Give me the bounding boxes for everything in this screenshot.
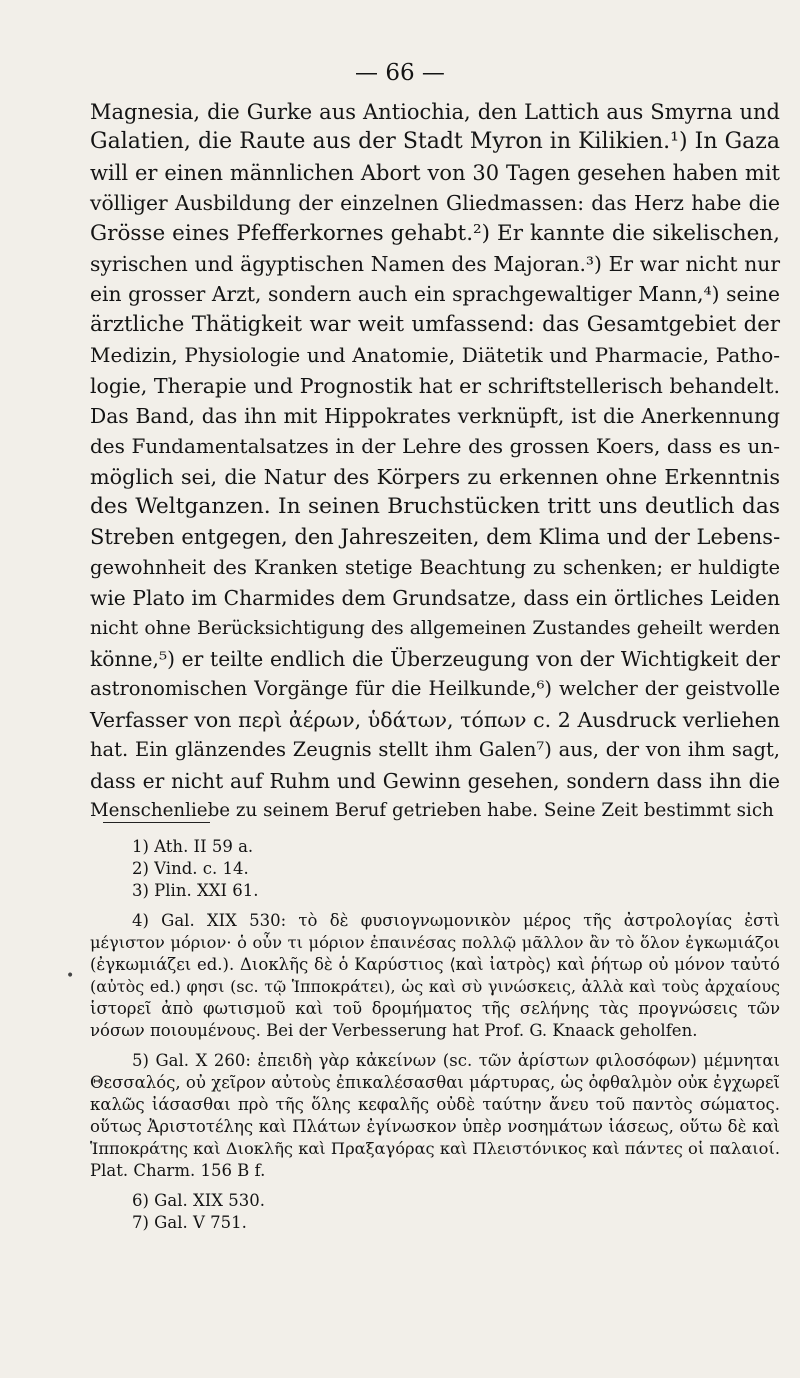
text-line: will er einen männlichen Abort von 30 Tagen gesehen haben mit xyxy=(90,160,780,185)
text-line: wie Plato im Charmides dem Grundsatze, dass ein örtliches Leiden xyxy=(90,586,780,611)
text-line: des Fundamentalsatzes in der Lehre des grossen Koers, dass es un- xyxy=(90,434,780,459)
text-line: Medizin, Physiologie und Anatomie, Diätetik und Pharmacie, Patho- xyxy=(90,343,780,368)
footnote-4-line: ἱστορεῖ ἀπὸ φωτισμοῦ καὶ τοῦ δρομήματος τῆς σελήνης τὰς προγνώσεις τῶν xyxy=(90,999,780,1018)
main-text xyxy=(90,97,780,826)
footnote-5-line: οὕτως Ἀριστοτέλης καὶ Πλάτων ἐγίνωσκον ὑπὲρ νοσημάτων ἰάσεως, οὕτω δὲ καὶ xyxy=(90,1117,780,1136)
footnote-5-line: καλῶς ἰάσασθαι πρὸ τῆς ὅλης κεφαλῆς οὐδὲ ταύτην ἄνευ τοῦ παντὸς σώματος. xyxy=(90,1095,780,1114)
text-line: astronomischen Vorgänge für die Heilkunde,⁶) welcher der geistvolle xyxy=(90,677,780,701)
text-line: des Weltganzen. In seinen Bruchstücken tritt uns deutlich das xyxy=(90,494,780,520)
footnote-4-line: (ἐγκωμιάζει ed.). Διοκλῆς δὲ ὁ Καρύστιος ⟨καὶ ἰατρὸς⟩ καὶ ῥήτωρ οὐ μόνον ταὐτό xyxy=(90,955,780,974)
footnote-4-line: μέγιστον μόριον· ὁ οὖν τι μόριον ἐπαινέσας πολλῷ μᾶλλον ἂν τὸ ὅλον ἐγκωμιάζοι xyxy=(90,933,780,952)
footnote-4-line: νόσων ποιουμένους. Bei der Verbesserung hat Prof. G. Knaack geholfen. xyxy=(90,1021,698,1040)
text-line: Verfasser von περὶ ἀέρων, ὑδάτων, τόπων c. 2 Ausdruck verliehen xyxy=(90,707,780,732)
footnote-6: 6) Gal. XIX 530. xyxy=(132,1191,265,1210)
footnote-4-line: (αὐτὸς ed.) φησι (sc. τῷ Ἱπποκράτει), ὡς καὶ σὺ γινώσκεις, ἀλλὰ καὶ τοὺς ἀρχαίους xyxy=(90,977,780,996)
text-line: hat. Ein glänzendes Zeugnis stellt ihm Galen⁷) aus, der von ihm sagt, xyxy=(90,738,780,762)
text-line: Galatien, die Raute aus der Stadt Myron in Kilikien.¹) In Gaza xyxy=(90,129,780,155)
text-line: Streben entgegen, den Jahreszeiten, dem Klima und der Lebens- xyxy=(90,525,781,550)
text-line: Magnesia, die Gurke aus Antiochia, den Lattich aus Smyrna und xyxy=(90,100,780,124)
footnote-4-line: 4) Gal. XIX 530: τὸ δὲ φυσιογνωμονικὸν μέρος τῆς ἀστρολογίας ἐστὶ xyxy=(132,911,780,930)
footnotes xyxy=(90,836,780,1234)
text-line: nicht ohne Berücksichtigung des allgemeinen Zustandes geheilt werden xyxy=(90,617,780,639)
footnote-5-line: Plat. Charm. 156 B f. xyxy=(90,1161,266,1180)
margin-dot-icon: • xyxy=(66,968,75,984)
text-line: dass er nicht auf Ruhm und Gewinn gesehen, sondern dass ihn die xyxy=(90,768,780,793)
footnote-1: 1) Ath. II 59 a. xyxy=(132,837,254,856)
footnote-7: 7) Gal. V 751. xyxy=(132,1213,247,1232)
footnote-2: 2) Vind. c. 14. xyxy=(132,859,249,878)
text-line: ärztliche Thätigkeit war weit umfassend: das Gesamtgebiet der xyxy=(90,311,780,337)
page-number: — 66 — xyxy=(355,60,445,86)
text-line: gewohnheit des Kranken stetige Beachtung zu schenken; er huldigte xyxy=(90,555,780,579)
text-line: ein grosser Arzt, sondern auch ein sprachgewaltiger Mann,⁴) seine xyxy=(90,282,780,307)
text-line: syrischen und ägyptischen Namen des Majoran.³) Er war nicht nur xyxy=(90,251,780,276)
footnote-5-line: Ἱπποκράτης καὶ Διοκλῆς καὶ Πραξαγόρας καὶ Πλειστόνικος καὶ πάντες οἱ παλαιοί. xyxy=(90,1139,780,1158)
text-line: Grösse eines Pfefferkornes gehabt.²) Er kannte die sikelischen, xyxy=(90,220,780,246)
text-line: Das Band, das ihn mit Hippokrates verknüpft, ist die Anerkennung xyxy=(90,403,780,428)
text-line: möglich sei, die Natur des Körpers zu erkennen ohne Erkenntnis xyxy=(90,464,780,489)
text-line: Menschenliebe zu seinem Beruf getrieben habe. Seine Zeit bestimmt sich xyxy=(90,799,774,821)
footnote-separator xyxy=(103,822,210,823)
text-line: könne,⁵) er teilte endlich die Überzeugung von der Wichtigkeit der xyxy=(90,647,780,672)
footnote-5-line: 5) Gal. X 260: ἐπειδὴ γὰρ κἀκείνων (sc. τῶν ἀρίστων φιλοσόφων) μέμνηται xyxy=(132,1051,780,1070)
footnote-5-line: Θεσσαλός, οὐ χεῖρον αὐτοὺς ἐπικαλέσασθαι μάρτυρας, ὡς ὀφθαλμὸν οὐκ ἐγχωρεῖ xyxy=(90,1073,780,1092)
text-line: logie, Therapie und Prognostik hat er schriftstellerisch behandelt. xyxy=(90,373,780,398)
text-line: völliger Ausbildung der einzelnen Gliedmassen: das Herz habe die xyxy=(90,191,780,216)
footnote-3: 3) Plin. XXI 61. xyxy=(132,881,259,900)
